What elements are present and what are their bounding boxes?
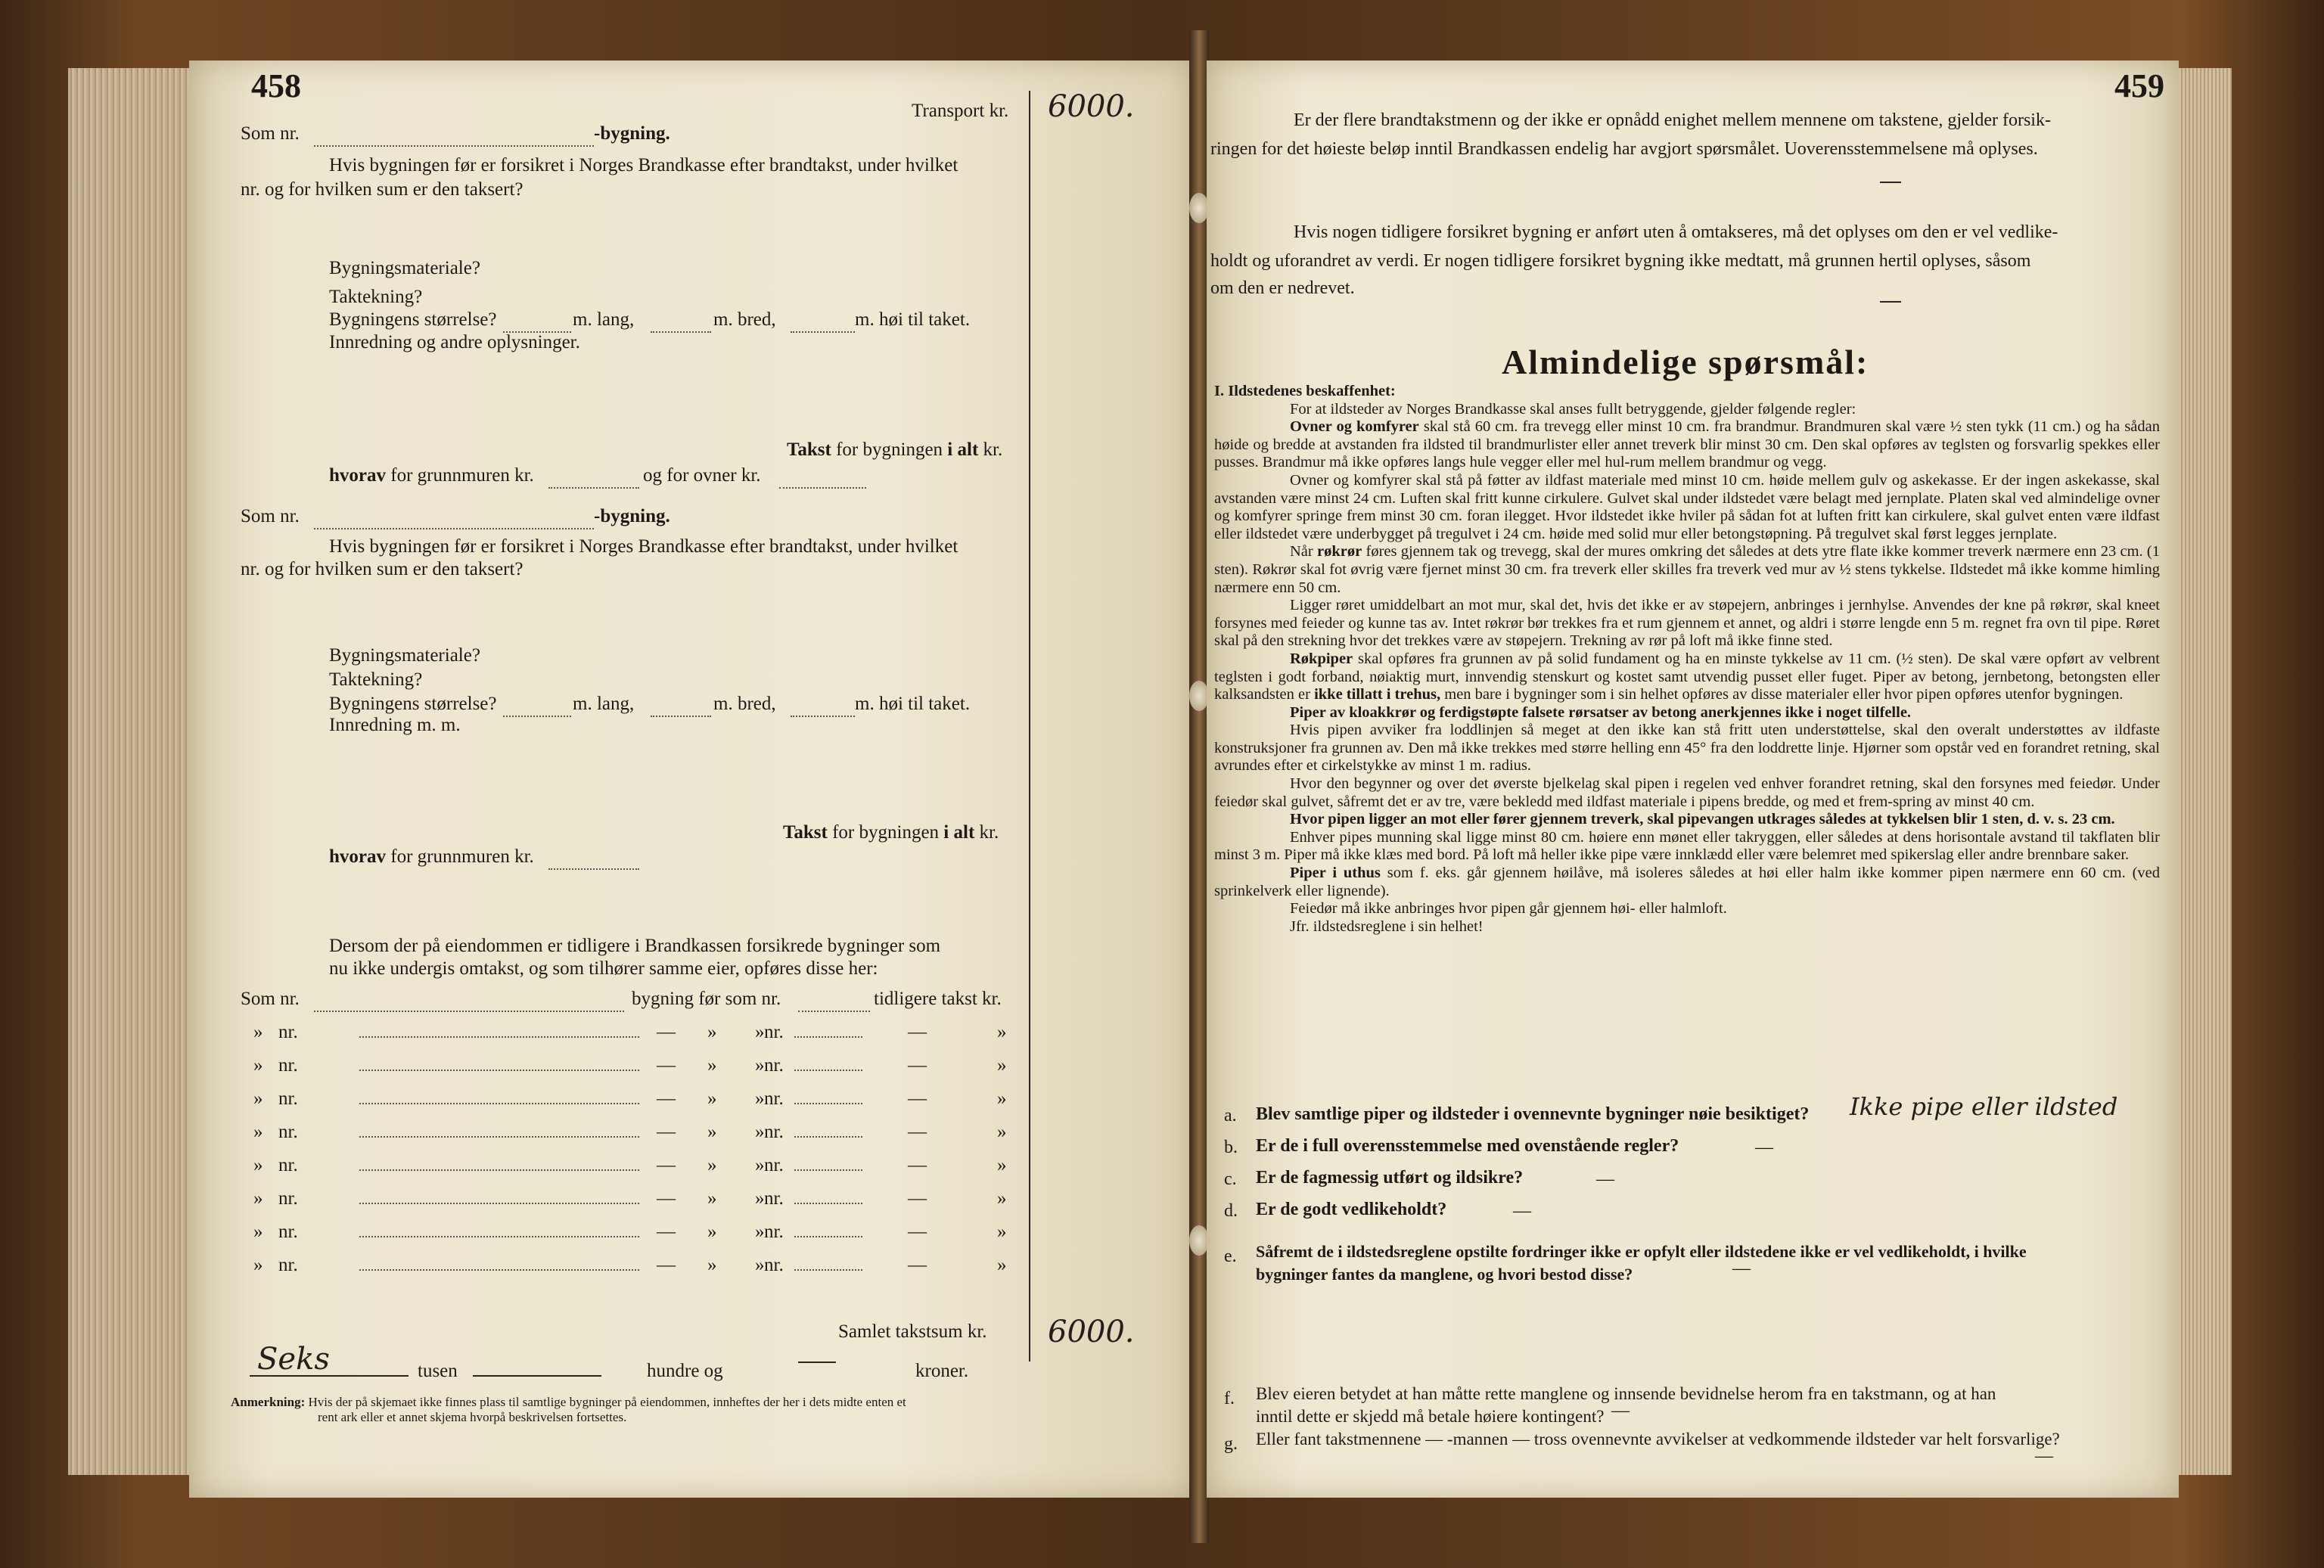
b2-i-alt: i alt bbox=[943, 822, 975, 843]
prior-row-cell bbox=[359, 1254, 639, 1277]
prior-row-cell: — bbox=[908, 1022, 927, 1042]
prior-row-cell: » bbox=[997, 1155, 1007, 1175]
prior-row-cell bbox=[794, 1054, 862, 1077]
amount-column-rule bbox=[1029, 91, 1030, 1362]
prior-row-cell: nr. bbox=[764, 1188, 784, 1209]
prior-row-cell bbox=[794, 1121, 862, 1144]
question-f-letter: f. bbox=[1224, 1389, 1235, 1408]
question-e-answer: — bbox=[1732, 1259, 1751, 1278]
prior-row-cell bbox=[794, 1021, 862, 1044]
prior-row-cell: » bbox=[707, 1088, 717, 1109]
prior-row-cell: » bbox=[707, 1155, 717, 1175]
prior-row-cell bbox=[359, 1121, 639, 1144]
para-9: Hvor den begynner og over det øverste bjelkelag skal pipen i regelen ved enhver forandret retning, skal den forsynes med feiedør. Under feiedør skal gulvet, såfremt det er av tre, være bekledd med ildfast materiale i pipens bredde, og med et frem-spring av minst 40 cm. bbox=[1214, 775, 2160, 810]
samlet-label: Samlet takstsum kr. bbox=[838, 1321, 987, 1342]
anmerkning-1: Hvis der på skjemaet ikke finnes plass til samtlige bygninger på eiendommen, innheftes der her i dets midte enten et bbox=[308, 1395, 906, 1409]
intro1-line1: Er der flere brandtakstmenn og der ikke er opnådd enighet mellem mennene om takstene, gjelder forsik- bbox=[1294, 110, 2051, 130]
para-3: Ovner og komfyrer skal stå på føtter av ildfast materiale med minst 10 cm. høide mellem gulv og askekasse. Er der ingen askekasse, skal avstanden være minst 24 cm. Luften skal fritt kunne cirkulere. Gulvet skal under ildstedet være belagt med jernplate. Platen skal ved almindelige ovner og komfyrer springe frem minst 30 cm. foran ilegget. Hvor ildstedet ikke hviler på sådan fot at luften fritt kan cirkulere, skal gulvet enten være ildfast eller ildstedet være underbygget på tregulvet i 24 cm. høide med solid mur eller betongstøpning. På tregulvet skal først legges jernplate. bbox=[1214, 471, 2160, 542]
section-ildsteder: I. Ildstedenes beskaffenhet: bbox=[1214, 383, 1396, 399]
prior-row-cell: » bbox=[755, 1188, 765, 1209]
para-4: Når røkrør føres gjennem tak og trevegg, skal der mures omkring det således at dets ytre flate ikke kommer treverk nærmere enn 23 cm. (1 sten). Røkrør skal fot øvrig være fjernet minst 30 cm. fra treverk eller skilles fra treverk ved mur av ½ stens tykkelse. Ildstedet må ikke komme himling nærmere enn 50 cm. bbox=[1214, 543, 2161, 596]
prior-row-cell: » bbox=[755, 1222, 765, 1242]
question-g: Eller fant takstmennene — -mannen — tross ovennevnte avvikelser at vedkommende ildsteder var helt forsvarlige? bbox=[1256, 1430, 2060, 1448]
prior-row-cell: » bbox=[253, 1088, 263, 1109]
b1-m-bred: m. bred, bbox=[713, 309, 776, 330]
para-5: Ligger røret umiddelbart an mot mur, skal det, hvis det ikke er av støpejern, anbringes i jernhylse. Anvendes der kne på røkrør, skal kneet forsynes med feieder og kunne tas av. Intet røkrør bør trekkes fra et rum gjennem et annet, og aldri i større lengde enn 5 m. regnet fra ovn til pipe. Røret skal på den strekning hvor det trekkes være av støpejern. Trekning av rør på loft må ikke finne sted. bbox=[1214, 597, 2160, 650]
prior-row-cell: nr. bbox=[764, 1088, 784, 1109]
prior-row-cell: — bbox=[657, 1255, 676, 1275]
b1-m-lang: m. lang, bbox=[573, 309, 635, 330]
intro2-line2: holdt og uforandret av verdi. Er nogen tidligere forsikret bygning ikke medtatt, må grunnen hertil oplyses, såsom bbox=[1210, 251, 2031, 271]
prior-row-cell: » bbox=[755, 1088, 765, 1109]
b2-taktekning: Taktekning? bbox=[329, 669, 423, 690]
prior-row-cell: » bbox=[253, 1155, 263, 1175]
b1-m-hoi: m. høi til taket. bbox=[855, 309, 971, 330]
prior-row-cell bbox=[794, 1188, 862, 1210]
anmerkning-2: rent ark eller et annet skjema hvorpå beskrivelsen fortsettes. bbox=[318, 1410, 627, 1424]
prior-row-cell: nr. bbox=[764, 1222, 784, 1242]
hundre: hundre og bbox=[647, 1361, 723, 1381]
question-f-line2: inntil dette er skjedd må betale høiere kontingent? bbox=[1256, 1407, 1605, 1426]
b2-som-nr: Som nr. bbox=[241, 506, 300, 526]
question-letter: a. bbox=[1224, 1106, 1237, 1126]
question-g-answer: — bbox=[2035, 1446, 2053, 1466]
transport-value: 6000. bbox=[1048, 89, 1135, 124]
prior-row-cell: » bbox=[253, 1055, 263, 1076]
transport-label: Transport kr. bbox=[912, 101, 1009, 121]
prior-row-cell: » bbox=[707, 1022, 717, 1042]
prior-som-nr: Som nr. bbox=[241, 989, 300, 1009]
para-8: Hvis pipen avviker fra loddlinjen så meget at den ikke kan stå fritt uten understøttelse, skal den overalt understøttes av ildfaste konstruksjoner fra grunnen av. Den må ikke trekkes med større helling enn 45° fra den loddrette linje. Hjørner som opstår ved en forandret retning, skal avrundes efter et cirkelstykke av minst 1 m. radius. bbox=[1214, 722, 2160, 775]
question-letter: b. bbox=[1224, 1138, 1238, 1157]
prior-row-cell: — bbox=[908, 1155, 927, 1175]
b2-innredning: Innredning m. m. bbox=[329, 715, 461, 735]
b1-taktekning: Taktekning? bbox=[329, 287, 423, 307]
para-2: Ovner og komfyrer skal stå 60 cm. fra trevegg eller minst 10 cm. fra brandmur. Brandmuren skal være ½ sten tykk (11 cm.) og ha sådan høide og bredde at avstanden fra ildsted til brandmurlister eller annet treverk blir minst 30 cm. Den skal opføres av teglsten og forsvarlig spekkes eller pusses. Brandmur må ikke opføres langs hule vegger eller mel hul-rum mellem brandmur og vegg. bbox=[1214, 418, 2160, 471]
b2-grunnmuren: for grunnmuren kr. bbox=[390, 846, 534, 867]
prior-row-cell: — bbox=[657, 1088, 676, 1109]
intro2-line1: Hvis nogen tidligere forsikret bygning er anført uten å omtakseres, må det oplyses om den er vel vedlike- bbox=[1294, 222, 2058, 242]
prior-row-cell: — bbox=[908, 1222, 927, 1242]
question-text: Blev samtlige piper og ildsteder i ovennevnte bygninger nøie besiktiget? bbox=[1256, 1104, 1810, 1124]
prior-row-cell: » bbox=[253, 1122, 263, 1142]
prior-row-cell: » bbox=[997, 1188, 1007, 1209]
para-12: Piper i uthus som f. eks. går gjennem høilåve, må isoleres således at høi eller halm ikke kommer pipen nærmere enn 60 cm. (ved sprinkelverk eller lignende). bbox=[1214, 865, 2161, 899]
anmerkning-label: Anmerkning: bbox=[231, 1395, 306, 1409]
b2-bygning: -bygning. bbox=[594, 506, 670, 526]
prior-row-cell bbox=[794, 1154, 862, 1177]
para-7: Piper av kloakkrør og ferdigstøpte falsete rørsatser av betong anerkjennes ikke i noget tilfelle. bbox=[1290, 703, 1912, 721]
b2-m-bred: m. bred, bbox=[713, 694, 776, 714]
question-e-line2: bygninger fantes da manglene, og hvori bestod disse? bbox=[1256, 1265, 1633, 1284]
question-answer: — bbox=[1755, 1138, 1773, 1157]
prior-row-cell: » bbox=[755, 1055, 765, 1076]
prior-row-cell bbox=[359, 1188, 639, 1210]
prior-row-cell: nr. bbox=[764, 1155, 784, 1175]
prior-row-cell: » bbox=[755, 1022, 765, 1042]
prior-row-cell: — bbox=[908, 1055, 927, 1076]
para-10: Hvor pipen ligger an mot eller fører gjennem treverk, skal pipevangen utkrages således at tykkelsen blir 1 sten, d. v. s. 23 cm. bbox=[1290, 811, 2115, 828]
prior-row-cell: » bbox=[997, 1255, 1007, 1275]
prior-row-cell: » bbox=[707, 1222, 717, 1242]
b1-materiale: Bygningsmateriale? bbox=[329, 258, 480, 278]
b2-m-hoi: m. høi til taket. bbox=[855, 694, 971, 714]
right-page-edges bbox=[2179, 68, 2232, 1475]
section-title: Almindelige spørsmål: bbox=[1502, 343, 1869, 381]
prior-row-cell: nr. bbox=[278, 1188, 298, 1209]
intro1-dash bbox=[1880, 182, 1901, 183]
b2-forsikret-1: Hvis bygningen før er forsikret i Norges Brandkasse efter brandtakst, under hvilket bbox=[329, 536, 958, 557]
prior-row-cell: » bbox=[997, 1122, 1007, 1142]
b2-takst-label: Takst bbox=[783, 822, 828, 843]
para-6: Røkpiper skal opføres fra grunnen av på solid fundament og ha en minste tykkelse av 11 cm. (½ sten). De skal være opført av velbrent teglsten i godt forband, nøiaktig murt, innvendig stenskurt og kostet samt utvendig pusset eller fuget. Piper av betong, jernbetong, betongsten eller kalksandsten er ikke tillatt i trehus, men bare i bygninger som i sin helhet opføres av disse materialer eller hvor pipen opføres utenfor bygningen. bbox=[1214, 650, 2160, 703]
prior-row-cell: » bbox=[755, 1255, 765, 1275]
prior-row-cell: » bbox=[707, 1122, 717, 1142]
b1-innredning: Innredning og andre oplysninger. bbox=[329, 332, 580, 352]
prior-row-cell bbox=[359, 1088, 639, 1110]
prior-row-cell: — bbox=[908, 1088, 927, 1109]
prior-row-cell: » bbox=[755, 1122, 765, 1142]
question-answer: — bbox=[1513, 1201, 1531, 1221]
seks-handwritten: Seks bbox=[257, 1342, 330, 1377]
prior-row-cell: nr. bbox=[764, 1022, 784, 1042]
prior-row-cell: » bbox=[997, 1022, 1007, 1042]
b2-m-lang: m. lang, bbox=[573, 694, 635, 714]
intro2-dash bbox=[1880, 301, 1901, 303]
prior-row-cell: » bbox=[253, 1188, 263, 1209]
prior-row-cell bbox=[794, 1088, 862, 1110]
prior-row-cell: » bbox=[997, 1088, 1007, 1109]
prior-row-cell bbox=[794, 1221, 862, 1244]
prior-row-cell bbox=[359, 1221, 639, 1244]
prior-row-cell: — bbox=[657, 1155, 676, 1175]
prior-row-cell: nr. bbox=[278, 1122, 298, 1142]
prior-row-cell: — bbox=[657, 1022, 676, 1042]
prior-row-cell: — bbox=[908, 1122, 927, 1142]
prior-row-cell: — bbox=[657, 1188, 676, 1209]
b1-takst-label: Takst bbox=[787, 439, 831, 460]
intro1-line2: ringen for det høieste beløp inntil Brandkassen endelig har avgjort spørsmålet. Uoverensstemmelsene må oplyses. bbox=[1210, 139, 2038, 159]
dersom-1: Dersom der på eiendommen er tidligere i Brandkassen forsikrede bygninger som bbox=[329, 936, 941, 956]
question-letter: c. bbox=[1224, 1169, 1237, 1189]
prior-row-cell: nr. bbox=[764, 1055, 784, 1076]
prior-row-cell: » bbox=[755, 1155, 765, 1175]
prior-row-cell: » bbox=[253, 1255, 263, 1275]
b2-materiale: Bygningsmateriale? bbox=[329, 645, 480, 666]
prior-bygning: bygning før som nr. bbox=[632, 989, 781, 1009]
b2-kr: kr. bbox=[979, 822, 999, 843]
dersom-2: nu ikke undergis omtakst, og som tilhører samme eier, opføres disse her: bbox=[329, 958, 878, 979]
prior-row-cell: nr. bbox=[278, 1255, 298, 1275]
question-e-line1: Såfremt de i ildstedsreglene opstilte fordringer ikke er opfylt eller ildstedene ikke er vel vedlikeholdt, i hvilke bbox=[1256, 1242, 2027, 1261]
question-f-answer: — bbox=[1611, 1401, 1630, 1421]
prior-tidligere: tidligere takst kr. bbox=[874, 989, 1002, 1009]
prior-row-cell: nr. bbox=[278, 1222, 298, 1242]
question-text: Er de godt vedlikeholdt? bbox=[1256, 1200, 1447, 1219]
prior-row-cell: » bbox=[997, 1055, 1007, 1076]
prior-row-cell: » bbox=[997, 1222, 1007, 1242]
b1-storrelse: Bygningens størrelse? bbox=[329, 309, 497, 330]
tusen: tusen bbox=[418, 1361, 458, 1381]
para-11: Enhver pipes munning skal ligge minst 80 cm. høiere enn mønet eller takryggen, eller således at dens horisontale avstand til takflaten blir minst 3 m. Piper må ikke klæs med bord. På loft må heller ikke pipe være innklædd eller være belemret med spikerslag eller andre brennbare saker. bbox=[1214, 828, 2160, 864]
prior-row-cell: » bbox=[707, 1255, 717, 1275]
b1-forsikret-1: Hvis bygningen før er forsikret i Norges Brandkasse efter brandtakst, under hvilket bbox=[329, 155, 958, 175]
b1-kr: kr. bbox=[983, 439, 1003, 460]
question-answer: — bbox=[1596, 1169, 1614, 1189]
prior-row-cell: — bbox=[657, 1122, 676, 1142]
left-page-edges bbox=[68, 68, 189, 1475]
prior-row-cell: » bbox=[253, 1022, 263, 1042]
kroner: kroner. bbox=[915, 1361, 969, 1381]
question-g-letter: g. bbox=[1224, 1434, 1238, 1454]
b1-bygning: -bygning. bbox=[594, 123, 670, 144]
prior-row-cell: nr. bbox=[764, 1255, 784, 1275]
prior-row-cell bbox=[794, 1254, 862, 1277]
prior-row-cell bbox=[359, 1154, 639, 1177]
b2-storrelse: Bygningens størrelse? bbox=[329, 694, 497, 714]
question-answer: Ikke pipe eller ildsted bbox=[1850, 1092, 2118, 1121]
prior-row-cell: » bbox=[707, 1055, 717, 1076]
prior-row-cell: — bbox=[657, 1055, 676, 1076]
b1-hvorav: hvorav bbox=[329, 465, 386, 486]
question-text: Er de i full overensstemmelse med ovenstående regler? bbox=[1256, 1136, 1679, 1156]
b2-forsikret-2: nr. og for hvilken sum er den taksert? bbox=[241, 559, 524, 579]
para-13: Feiedør må ikke anbringes hvor pipen går gjennem høi- eller halmloft. bbox=[1290, 900, 1727, 918]
b1-grunnmuren: for grunnmuren kr. bbox=[390, 465, 534, 486]
prior-row-cell bbox=[359, 1021, 639, 1044]
para-1: For at ildsteder av Norges Brandkasse skal anses fullt betryggende, gjelder følgende regler: bbox=[1290, 400, 1856, 418]
b2-hvorav: hvorav bbox=[329, 846, 386, 867]
prior-row-cell: nr. bbox=[278, 1088, 298, 1109]
left-page-number: 458 bbox=[251, 67, 301, 104]
b1-som-nr: Som nr. bbox=[241, 123, 300, 144]
b1-i-alt: i alt bbox=[947, 439, 979, 460]
prior-row-cell: — bbox=[657, 1222, 676, 1242]
b1-takst-rest: for bygningen bbox=[836, 439, 943, 460]
para-14: Jfr. ildstedsreglene i sin helhet! bbox=[1290, 918, 1484, 935]
prior-row-cell: — bbox=[908, 1255, 927, 1275]
b1-ovner: og for ovner kr. bbox=[643, 465, 761, 486]
prior-row-cell: » bbox=[707, 1188, 717, 1209]
prior-row-cell bbox=[359, 1054, 639, 1077]
prior-row-cell: nr. bbox=[278, 1155, 298, 1175]
prior-row-cell: nr. bbox=[764, 1122, 784, 1142]
regulations-body bbox=[1214, 383, 2160, 936]
right-page-number: 459 bbox=[2114, 67, 2164, 104]
prior-row-cell: nr. bbox=[278, 1055, 298, 1076]
samlet-value: 6000. bbox=[1048, 1315, 1135, 1349]
prior-row-cell: nr. bbox=[278, 1022, 298, 1042]
b2-takst-rest: for bygningen bbox=[832, 822, 940, 843]
question-letter: d. bbox=[1224, 1201, 1238, 1221]
intro2-line3: om den er nedrevet. bbox=[1210, 278, 1355, 298]
question-e-letter: e. bbox=[1224, 1247, 1237, 1266]
prior-row-cell: — bbox=[908, 1188, 927, 1209]
question-text: Er de fagmessig utført og ildsikre? bbox=[1256, 1168, 1524, 1188]
prior-row-cell: » bbox=[253, 1222, 263, 1242]
b1-forsikret-2: nr. og for hvilken sum er den taksert? bbox=[241, 179, 524, 200]
question-f-line1: Blev eieren betydet at han måtte rette manglene og innsende bevidnelse herom fra en takstmann, og at han bbox=[1256, 1384, 1996, 1403]
